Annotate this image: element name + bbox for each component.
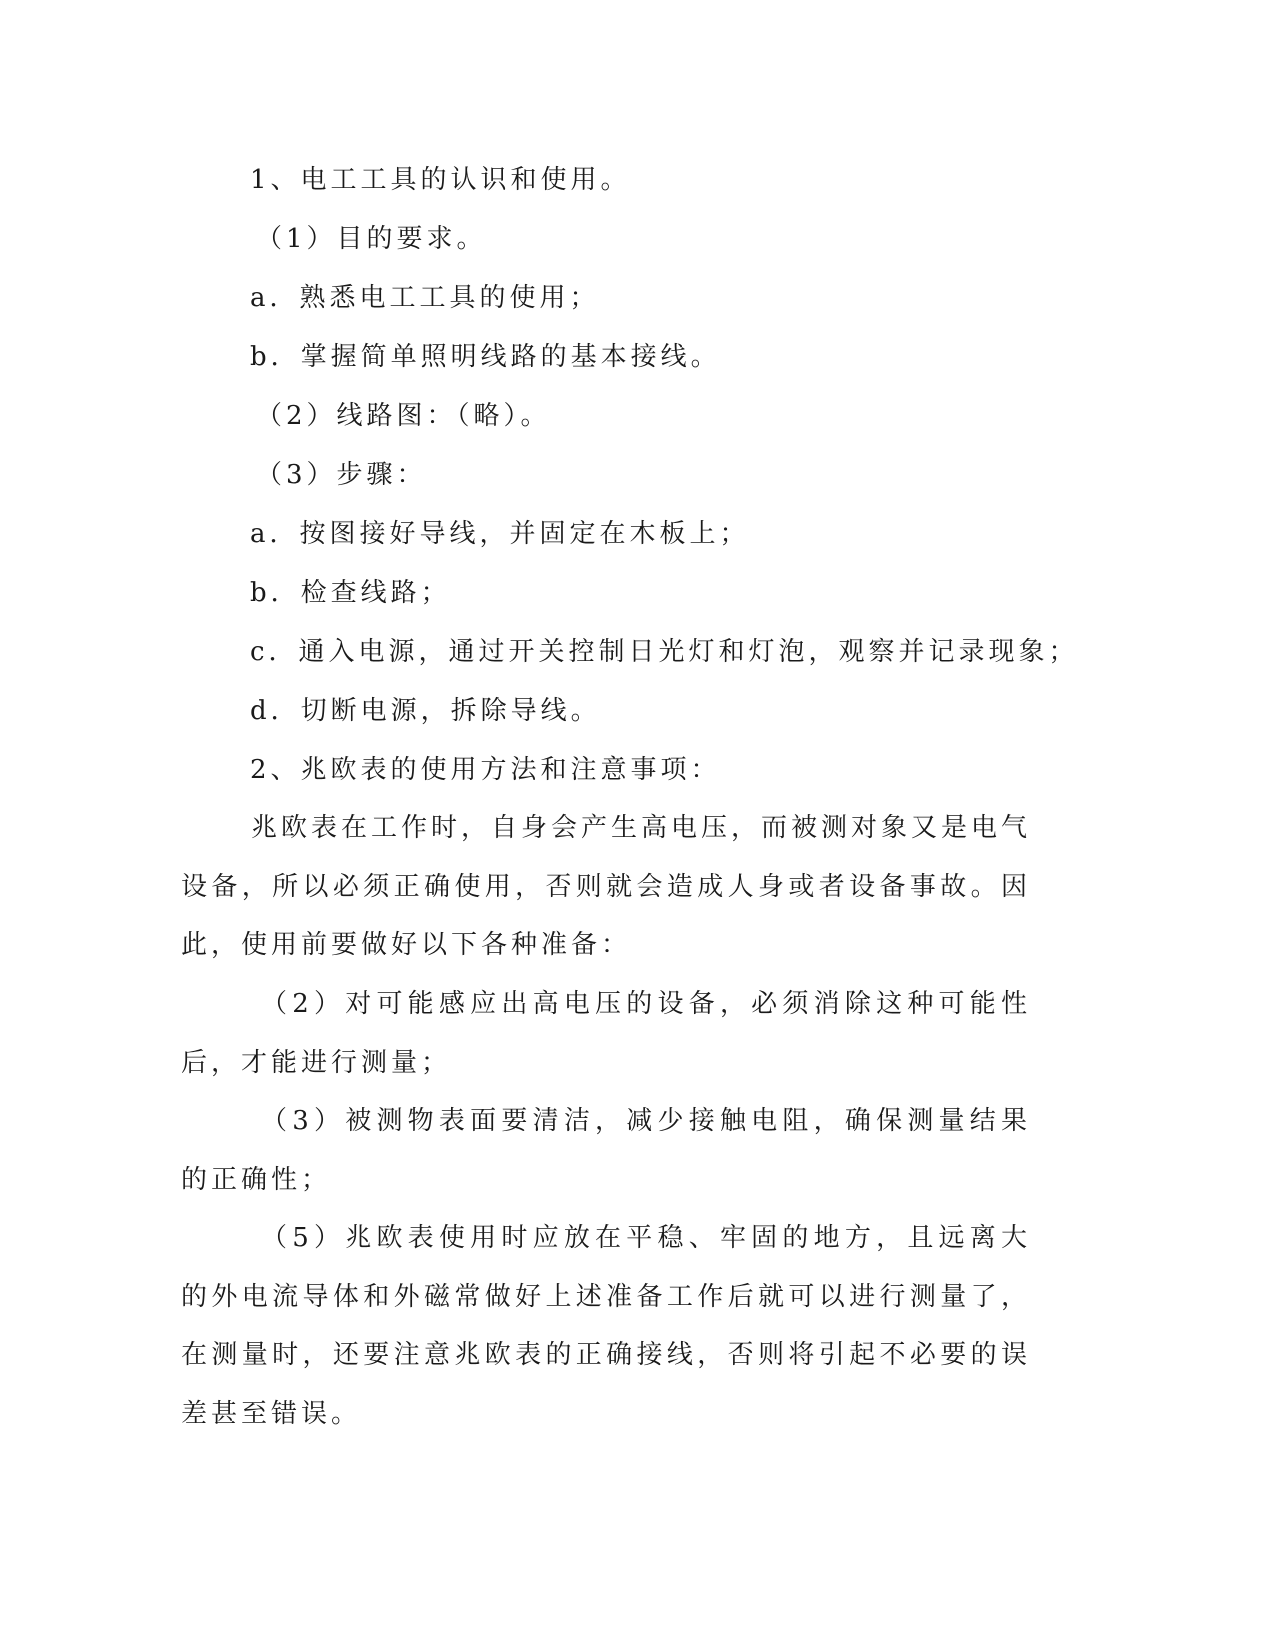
list-item: d．切断电源，拆除导线。 [250,696,601,726]
subheading-objectives: （1）目的要求。 [256,224,487,254]
list-item: c．通入电源，通过开关控制日光灯和灯泡，观察并记录现象； [250,637,1079,667]
section-heading-electrician-tools: 1、电工工具的认识和使用。 [250,165,631,195]
list-item: b．检查线路； [250,578,451,608]
list-item: a．按图接好导线，并固定在木板上； [250,519,750,549]
subheading-steps: （3）步骤： [256,460,427,490]
paragraph-item-3: （3）被测物表面要清洁，减少接触电阻，确保测量结果的正确性； [181,1106,1031,1195]
list-item: b．掌握简单照明线路的基本接线。 [250,342,721,372]
subheading-circuit-diagram: （2）线路图：（略）。 [256,401,551,431]
paragraph-item-5: （5）兆欧表使用时应放在平稳、牢固的地方，且远离大的外电流导体和外磁常做好上述准备工作后就可以进行测量了，在测量时，还要注意兆欧表的正确接线，否则将引起不必要的误差甚至错误。 [181,1223,1031,1429]
paragraph-item-2: （2）对可能感应出高电压的设备，必须消除这种可能性后，才能进行测量； [181,989,1031,1078]
section-heading-megohmmeter: 2、兆欧表的使用方法和注意事项： [250,755,721,785]
paragraph-intro: 兆欧表在工作时，自身会产生高电压，而被测对象又是电气设备，所以必须正确使用，否则就会造成人身或者设备事故。因此，使用前要做好以下各种准备： [181,813,1032,960]
list-item: a．熟悉电工工具的使用； [250,283,600,313]
